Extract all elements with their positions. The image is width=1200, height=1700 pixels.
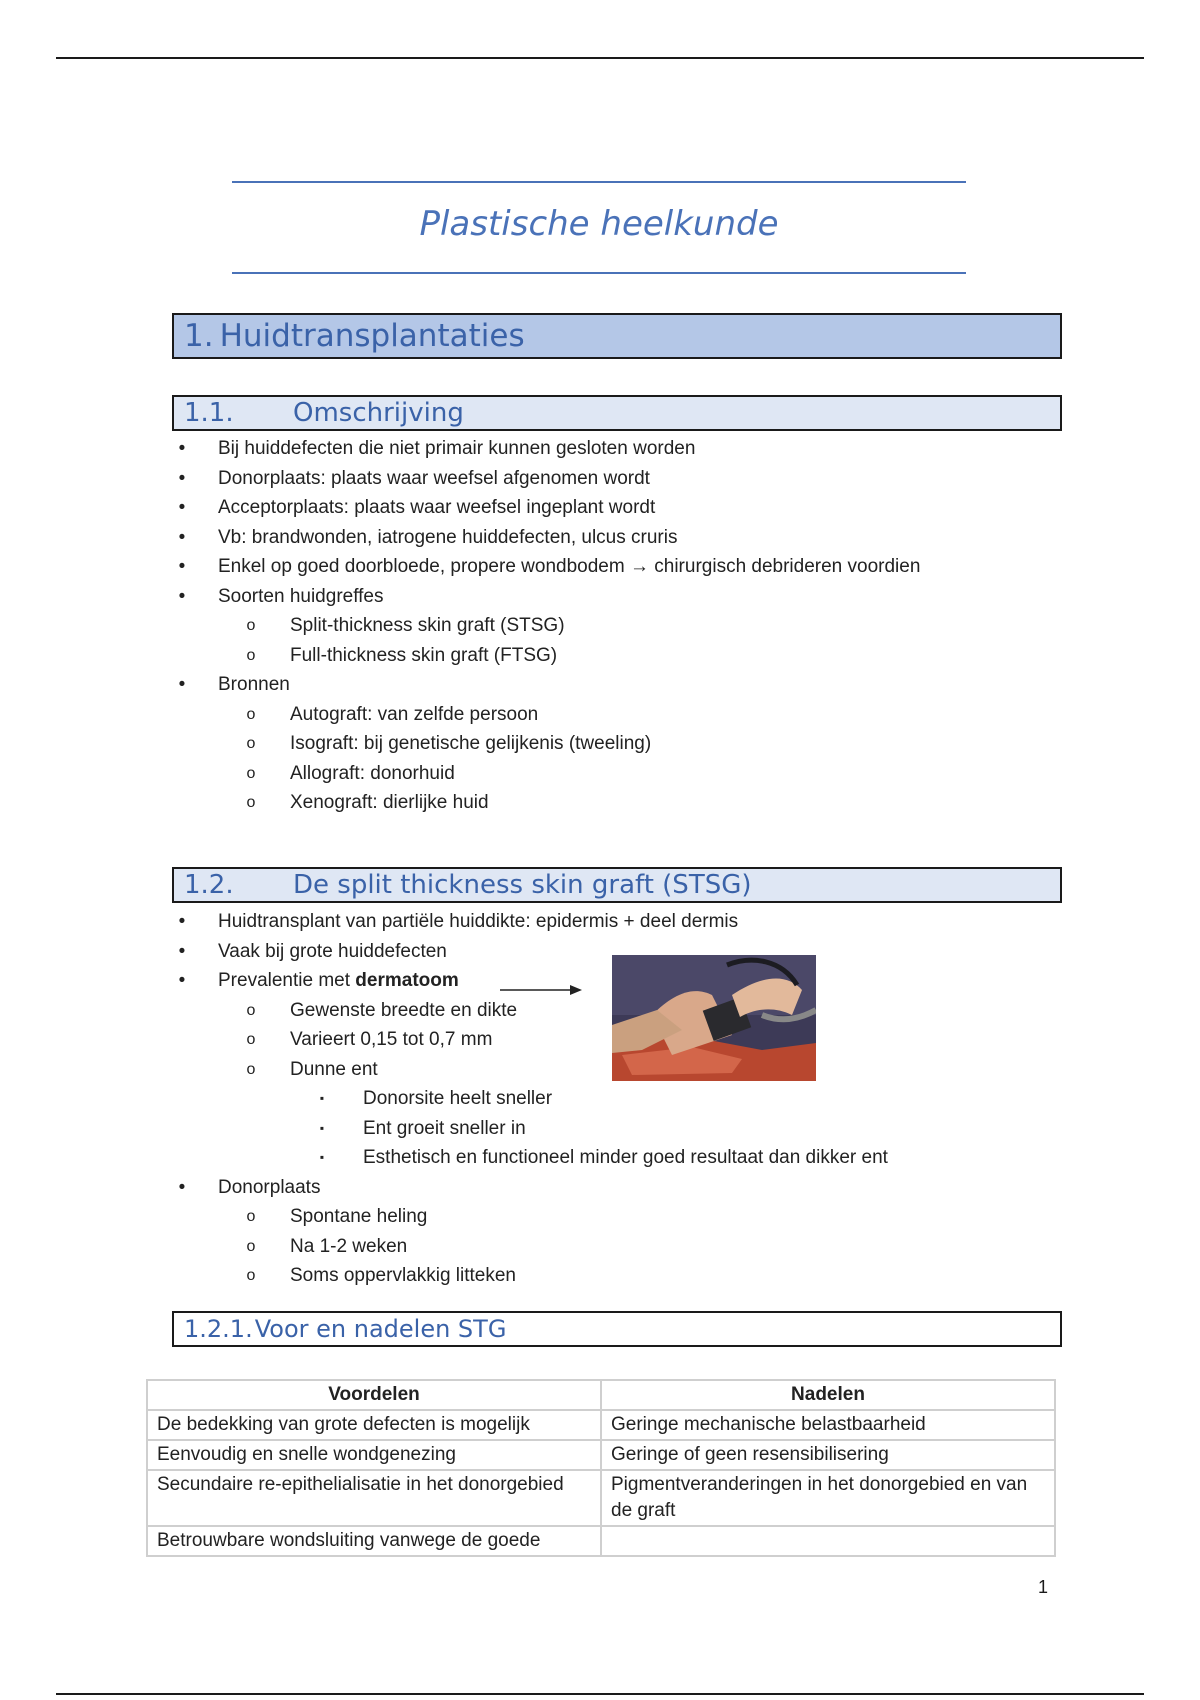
- list-item: o Varieert 0,15 tot 0,7 mm: [172, 1025, 888, 1055]
- title-rule-bottom: [232, 272, 966, 274]
- list-item: • Donorplaats: plaats waar weefsel afgenomen wordt: [172, 464, 920, 494]
- heading-1-huidtransplantaties: [172, 313, 1062, 359]
- list-item: ▪ Donorsite heelt sneller: [172, 1084, 888, 1114]
- heading-number: 1.1.: [184, 398, 234, 428]
- circle-marker: o: [246, 1237, 256, 1255]
- column-header-voordelen: Voordelen: [147, 1380, 601, 1410]
- list-item: o Gewenste breedte en dikte: [172, 996, 888, 1026]
- list-item: o Xenograft: dierlijke huid: [172, 788, 920, 818]
- list-item: • Bij huiddefecten die niet primair kunnen gesloten worden: [172, 434, 920, 464]
- heading-text: De split thickness skin graft (STSG): [293, 870, 752, 900]
- list-item: • Bronnen: [172, 670, 920, 700]
- table-cell: De bedekking van grote defecten is mogelijk: [147, 1410, 601, 1440]
- heading-1-2-stsg: [172, 867, 1062, 903]
- list-item: • Enkel op goed doorbloede, propere wondbodem → chirurgisch debrideren voordien: [172, 552, 920, 582]
- list-item: ▪ Esthetisch en functioneel minder goed resultaat dan dikker ent: [172, 1143, 888, 1173]
- heading-text: Voor en nadelen STG: [254, 1315, 507, 1343]
- list-item: o Dunne ent: [172, 1055, 888, 1085]
- list-item: • Prevalentie met dermatoom: [172, 966, 888, 996]
- table-cell: Eenvoudig en snelle wondgenezing: [147, 1440, 601, 1470]
- circle-marker: o: [246, 764, 256, 782]
- bullet-marker: •: [178, 526, 186, 548]
- list-item: o Allograft: donorhuid: [172, 759, 920, 789]
- circle-marker: o: [246, 735, 256, 752]
- bullet-marker: •: [178, 1176, 186, 1198]
- circle-marker: o: [246, 646, 256, 664]
- column-header-nadelen: Nadelen: [601, 1380, 1055, 1410]
- circle-marker: o: [246, 1060, 256, 1078]
- table-row: [147, 1440, 1055, 1470]
- circle-marker: o: [246, 794, 256, 811]
- table-cell: Geringe mechanische belastbaarheid: [601, 1410, 1055, 1440]
- dermatoom-term: dermatoom: [355, 970, 459, 991]
- circle-marker: o: [246, 617, 256, 634]
- circle-marker: o: [246, 1267, 256, 1284]
- list-item: ▪ Ent groeit sneller in: [172, 1114, 888, 1144]
- heading-number: 1.2.1.: [184, 1315, 253, 1343]
- table-row: [147, 1526, 1055, 1556]
- heading-number: 1.: [184, 318, 214, 354]
- circle-marker: o: [246, 705, 256, 723]
- bullet-marker: •: [178, 674, 186, 695]
- list-item: • Donorplaats: [172, 1173, 888, 1203]
- circle-marker: o: [246, 1208, 256, 1225]
- bullet-marker: •: [178, 467, 186, 489]
- list-item: o Full-thickness skin graft (FTSG): [172, 641, 920, 671]
- circle-marker: o: [246, 1031, 256, 1048]
- list-item: o Na 1-2 weken: [172, 1232, 888, 1262]
- table-cell: Secundaire re-epithelialisatie in het donorgebied: [147, 1470, 601, 1526]
- page-number: 1: [1038, 1577, 1049, 1597]
- document-title: Plastische heelkunde: [419, 204, 779, 244]
- table-header-row: [147, 1380, 1055, 1410]
- dermatome-photo: [612, 955, 816, 1081]
- heading-number: 1.2.: [184, 870, 234, 900]
- heading-text: Huidtransplantaties: [219, 318, 525, 354]
- heading-text: Omschrijving: [293, 398, 464, 428]
- table-row: [147, 1410, 1055, 1440]
- list-item: • Soorten huidgreffes: [172, 582, 920, 612]
- list-item: • Vaak bij grote huiddefecten: [172, 937, 888, 967]
- bullet-marker: •: [178, 911, 186, 932]
- bullet-marker: •: [178, 497, 186, 518]
- list-item: o Isograft: bij genetische gelijkenis (tweeling): [172, 729, 920, 759]
- bullet-marker: •: [178, 940, 186, 962]
- page-top-rule: [56, 57, 1144, 59]
- square-marker: ▪: [319, 1120, 325, 1135]
- title-rule-top: [232, 181, 966, 183]
- heading-1-2-1-voor-nadelen: [172, 1311, 1062, 1347]
- list-item: o Spontane heling: [172, 1202, 888, 1232]
- page-bottom-rule: [56, 1693, 1144, 1695]
- heading-1-1-omschrijving: [172, 395, 1062, 431]
- bullet-marker: •: [178, 585, 186, 607]
- pros-cons-table: [146, 1379, 1056, 1557]
- omschrijving-list: [172, 434, 920, 818]
- list-item: • Acceptorplaats: plaats waar weefsel ingeplant wordt: [172, 493, 920, 523]
- list-item: o Split-thickness skin graft (STSG): [172, 611, 920, 641]
- list-item: • Vb: brandwonden, iatrogene huiddefecten, ulcus cruris: [172, 523, 920, 553]
- table-cell: Geringe of geen resensibilisering: [601, 1440, 1055, 1470]
- bullet-marker: •: [178, 438, 186, 459]
- table-row: [147, 1470, 1055, 1526]
- pointer-arrow-icon: [500, 983, 582, 997]
- right-arrow-icon: →: [629, 556, 649, 577]
- list-item: o Soms oppervlakkig litteken: [172, 1261, 888, 1291]
- table-cell: [601, 1526, 1055, 1556]
- circle-marker: o: [246, 1001, 256, 1019]
- bullet-marker: •: [178, 970, 186, 991]
- table-cell: Pigmentveranderingen in het donorgebied en van de graft: [601, 1470, 1055, 1526]
- square-marker: ▪: [319, 1091, 325, 1105]
- square-marker: ▪: [319, 1150, 325, 1164]
- bullet-marker: •: [178, 556, 186, 577]
- list-item: o Autograft: van zelfde persoon: [172, 700, 920, 730]
- list-item: • Huidtransplant van partiële huiddikte: epidermis + deel dermis: [172, 907, 888, 937]
- table-cell: Betrouwbare wondsluiting vanwege de goede: [147, 1526, 601, 1556]
